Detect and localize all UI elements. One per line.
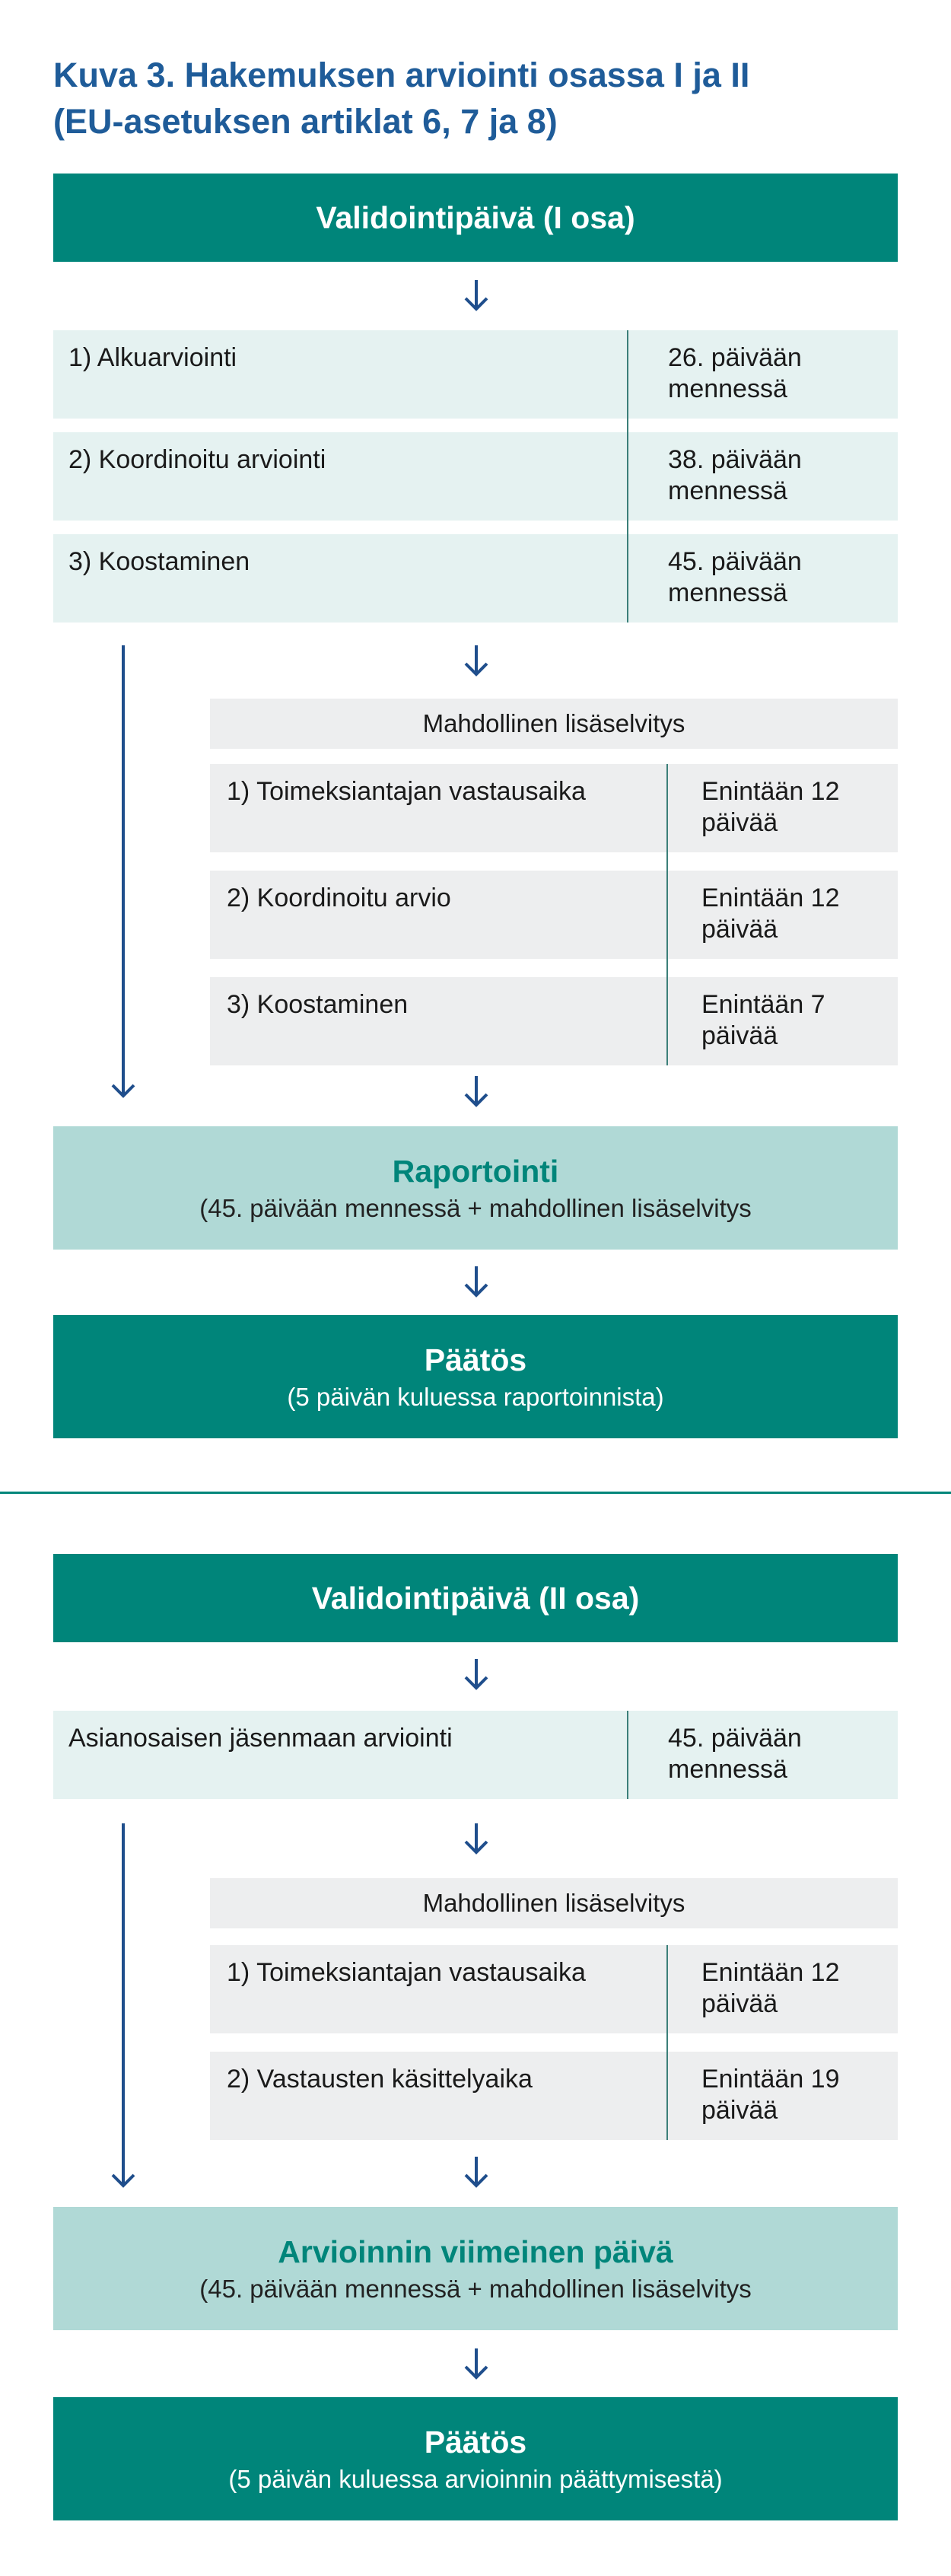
deadline-divider-line: [666, 764, 668, 1065]
deadline-divider-line: [666, 1945, 668, 2140]
step-deadline-line2: mennessä: [668, 374, 787, 403]
arrow-down-icon: [456, 2155, 496, 2190]
part2-extra-row: [210, 1945, 898, 2033]
reporting-title: Raportointi: [392, 1154, 559, 1189]
validation-day-part2-box: [53, 1554, 898, 1642]
step-deadline-line2: mennessä: [668, 1755, 787, 1784]
decision-part2-box: [53, 2397, 898, 2520]
final-assessment-day-title: Arvioinnin viimeinen päivä: [278, 2234, 673, 2269]
step-deadline: [668, 444, 802, 507]
extra-step-deadline: [701, 989, 825, 1052]
step-deadline-line1: 38. päivään: [668, 445, 802, 474]
part1-step-row: [53, 534, 898, 623]
part1-extra-row: [210, 764, 898, 852]
arrow-down-icon: [456, 1822, 496, 1857]
part1-step-row: [53, 330, 898, 419]
bypass-arrow-icon: [103, 1822, 143, 2190]
part1-extra-row: [210, 871, 898, 959]
extra-step-deadline: [701, 2064, 840, 2126]
extra-step-label: 1) Toimeksiantajan vastausaika: [227, 1958, 586, 1987]
decision-part1-title: Päätös: [424, 1342, 527, 1377]
part1-step-row: [53, 432, 898, 521]
extra-deadline-line1: Enintään 12: [701, 884, 840, 912]
reporting-subtitle: (45. päivään mennessä + mahdollinen lisäselvitys: [199, 1194, 752, 1222]
validation-day-part2-label: Validointipäivä (II osa): [311, 1581, 640, 1616]
step-deadline-line2: mennessä: [668, 578, 787, 607]
arrow-down-icon: [456, 279, 496, 314]
step-deadline-line2: mennessä: [668, 476, 787, 505]
decision-part2-subtitle: (5 päivän kuluessa arvioinnin päättymisestä): [228, 2465, 723, 2493]
step-deadline: [668, 342, 802, 405]
final-assessment-day-subtitle: (45. päivään mennessä + mahdollinen lisäselvitys: [199, 2275, 752, 2303]
arrow-down-icon: [456, 1265, 496, 1300]
step-label: Asianosaisen jäsenmaan arviointi: [68, 1724, 453, 1753]
extra-deadline-line1: Enintään 12: [701, 777, 840, 806]
step-deadline-line1: 45. päivään: [668, 1724, 802, 1753]
bypass-arrow-icon: [103, 644, 143, 1100]
step-deadline: [668, 546, 802, 609]
extra-step-label: 1) Toimeksiantajan vastausaika: [227, 777, 586, 806]
extra-deadline-line1: Enintään 12: [701, 1958, 840, 1987]
extra-step-deadline: [701, 776, 840, 839]
extra-deadline-line2: päivää: [701, 915, 778, 944]
extra-step-label: 2) Koordinoitu arvio: [227, 884, 451, 912]
step-label: 3) Koostaminen: [68, 547, 250, 576]
arrow-down-icon: [456, 644, 496, 679]
final-assessment-day-box: [53, 2207, 898, 2330]
deadline-divider-line: [627, 330, 628, 623]
step-deadline-line1: 45. päivään: [668, 547, 802, 576]
extra-step-deadline: [701, 1957, 840, 2020]
extra-deadline-line2: päivää: [701, 1989, 778, 2018]
decision-part1-box: [53, 1315, 898, 1438]
extra-deadline-line2: päivää: [701, 2096, 778, 2125]
extra-deadline-line1: Enintään 7: [701, 990, 825, 1019]
extra-deadline-line1: Enintään 19: [701, 2065, 840, 2094]
part2-extra-row: [210, 2052, 898, 2140]
extra-deadline-line2: päivää: [701, 1021, 778, 1050]
arrow-down-icon: [456, 1657, 496, 1692]
part1-extra-row: [210, 977, 898, 1065]
step-label: 1) Alkuarviointi: [68, 343, 237, 372]
arrow-down-icon: [456, 1075, 496, 1110]
extra-step-label: 2) Vastausten käsittelyaika: [227, 2065, 533, 2094]
extra-step-label: 3) Koostaminen: [227, 990, 409, 1019]
reporting-box: [53, 1126, 898, 1250]
deadline-divider-line: [627, 1711, 628, 1799]
arrow-down-icon: [456, 2347, 496, 2382]
part2-step-row: [53, 1711, 898, 1799]
figure-title-line2: (EU-asetuksen artiklat 6, 7 ja 8): [53, 102, 558, 141]
additional-info-header: Mahdollinen lisäselvitys: [210, 1878, 898, 1928]
step-deadline: [668, 1723, 802, 1785]
decision-part2-title: Päätös: [424, 2425, 527, 2460]
extra-step-deadline: [701, 883, 840, 945]
step-label: 2) Koordinoitu arviointi: [68, 445, 326, 474]
validation-day-part1-box: [53, 174, 898, 262]
figure-title: [53, 52, 905, 145]
figure-title-line1: Kuva 3. Hakemuksen arviointi osassa I ja II: [53, 56, 750, 94]
extra-deadline-line2: päivää: [701, 808, 778, 837]
validation-day-part1-label: Validointipäivä (I osa): [316, 200, 635, 235]
step-deadline-line1: 26. päivään: [668, 343, 802, 372]
decision-part1-subtitle: (5 päivän kuluessa raportoinnista): [287, 1383, 664, 1411]
section-divider: [0, 1492, 951, 1494]
additional-info-header: Mahdollinen lisäselvitys: [210, 699, 898, 749]
